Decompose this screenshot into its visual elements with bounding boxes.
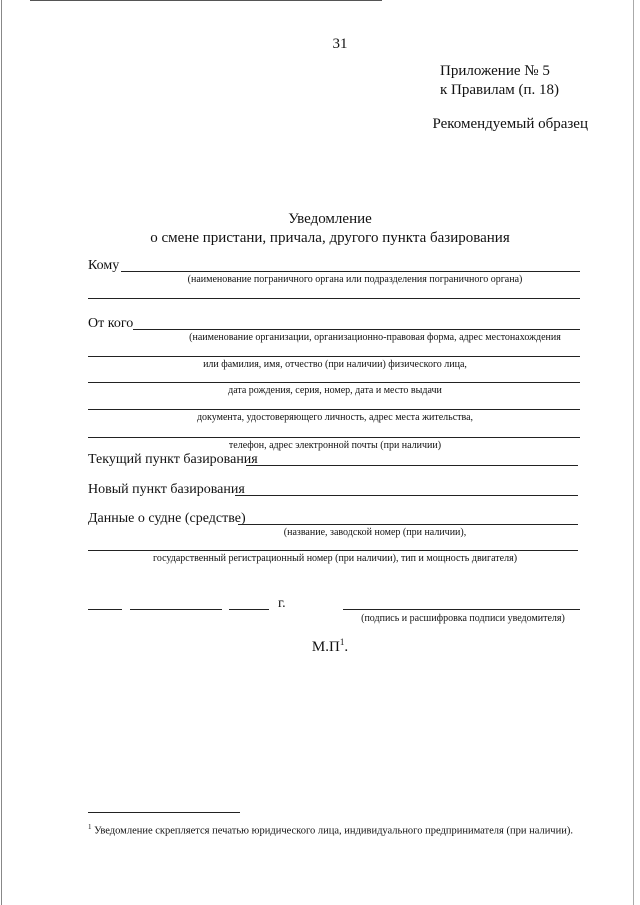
- footnote: [88, 820, 586, 839]
- footnote-mark: 1: [88, 823, 92, 831]
- page-top-edge: [30, 0, 382, 1]
- stamp-place: [290, 637, 370, 656]
- signature-caption: (подпись и расшифровка подписи уведомителя): [361, 613, 565, 624]
- page-left-edge: [1, 0, 2, 905]
- date-day-field[interactable]: [88, 609, 122, 610]
- appendix-heading: [440, 62, 590, 100]
- signature-field[interactable]: [343, 609, 580, 610]
- from-field[interactable]: [133, 329, 580, 330]
- from-caption-1: (наименование организации, организационно-правовая форма, адрес местонахождения: [189, 332, 561, 343]
- from-label: От кого: [88, 316, 134, 331]
- stamp-suffix: .: [344, 639, 349, 655]
- from-caption-3: дата рождения, серия, номер, дата и место выдачи: [228, 385, 442, 396]
- from-field-line-4[interactable]: [88, 409, 580, 410]
- vessel-field-line-2[interactable]: [88, 550, 578, 551]
- vessel-caption-1: (название, заводской номер (при наличии),: [283, 527, 467, 538]
- stamp-text: М.П: [311, 639, 340, 655]
- from-caption-2: или фамилия, имя, отчество (при наличии) физического лица,: [203, 359, 467, 370]
- vessel-caption-2: государственный регистрационный номер (при наличии), тип и мощность двигателя): [152, 553, 518, 564]
- document-title: [130, 210, 530, 248]
- date-month-field[interactable]: [130, 609, 222, 610]
- appendix-line-2: к Правилам (п. 18): [440, 82, 560, 98]
- page-right-edge: [633, 0, 634, 905]
- year-suffix: г.: [278, 596, 286, 611]
- from-field-line-2[interactable]: [88, 356, 580, 357]
- to-caption: (наименование пограничного органа или подразделения пограничного органа): [187, 274, 523, 285]
- vessel-field[interactable]: [238, 524, 578, 525]
- date-year-field[interactable]: [229, 609, 269, 610]
- to-field[interactable]: [121, 271, 580, 272]
- appendix-line-1: Приложение № 5: [440, 63, 550, 79]
- new-base-label: Новый пункт базирования: [88, 482, 245, 497]
- current-base-field[interactable]: [246, 465, 578, 466]
- from-caption-4: документа, удостоверяющего личность, адрес места жительства,: [196, 412, 474, 423]
- vessel-label: Данные о судне (средстве): [88, 511, 246, 526]
- stamp-footnote-mark: 1: [339, 637, 345, 647]
- current-base-label: Текущий пункт базирования: [88, 452, 258, 467]
- footnote-text: Уведомление скрепляется печатью юридического лица, индивидуального предпринимателя (при наличии).: [91, 825, 573, 837]
- page-number: 31: [332, 36, 348, 52]
- to-field-line-2[interactable]: [88, 298, 580, 299]
- title-line-1: Уведомление: [288, 211, 372, 227]
- to-label: Кому: [88, 258, 120, 273]
- title-line-2: о смене пристани, причала, другого пункта базирования: [150, 230, 510, 246]
- from-field-line-5[interactable]: [88, 437, 580, 438]
- footnote-separator: [88, 812, 240, 813]
- sample-label: Рекомендуемый образец: [432, 116, 588, 132]
- from-field-line-3[interactable]: [88, 382, 580, 383]
- new-base-field[interactable]: [235, 495, 578, 496]
- from-caption-5: телефон, адрес электронной почты (при наличии): [228, 440, 442, 451]
